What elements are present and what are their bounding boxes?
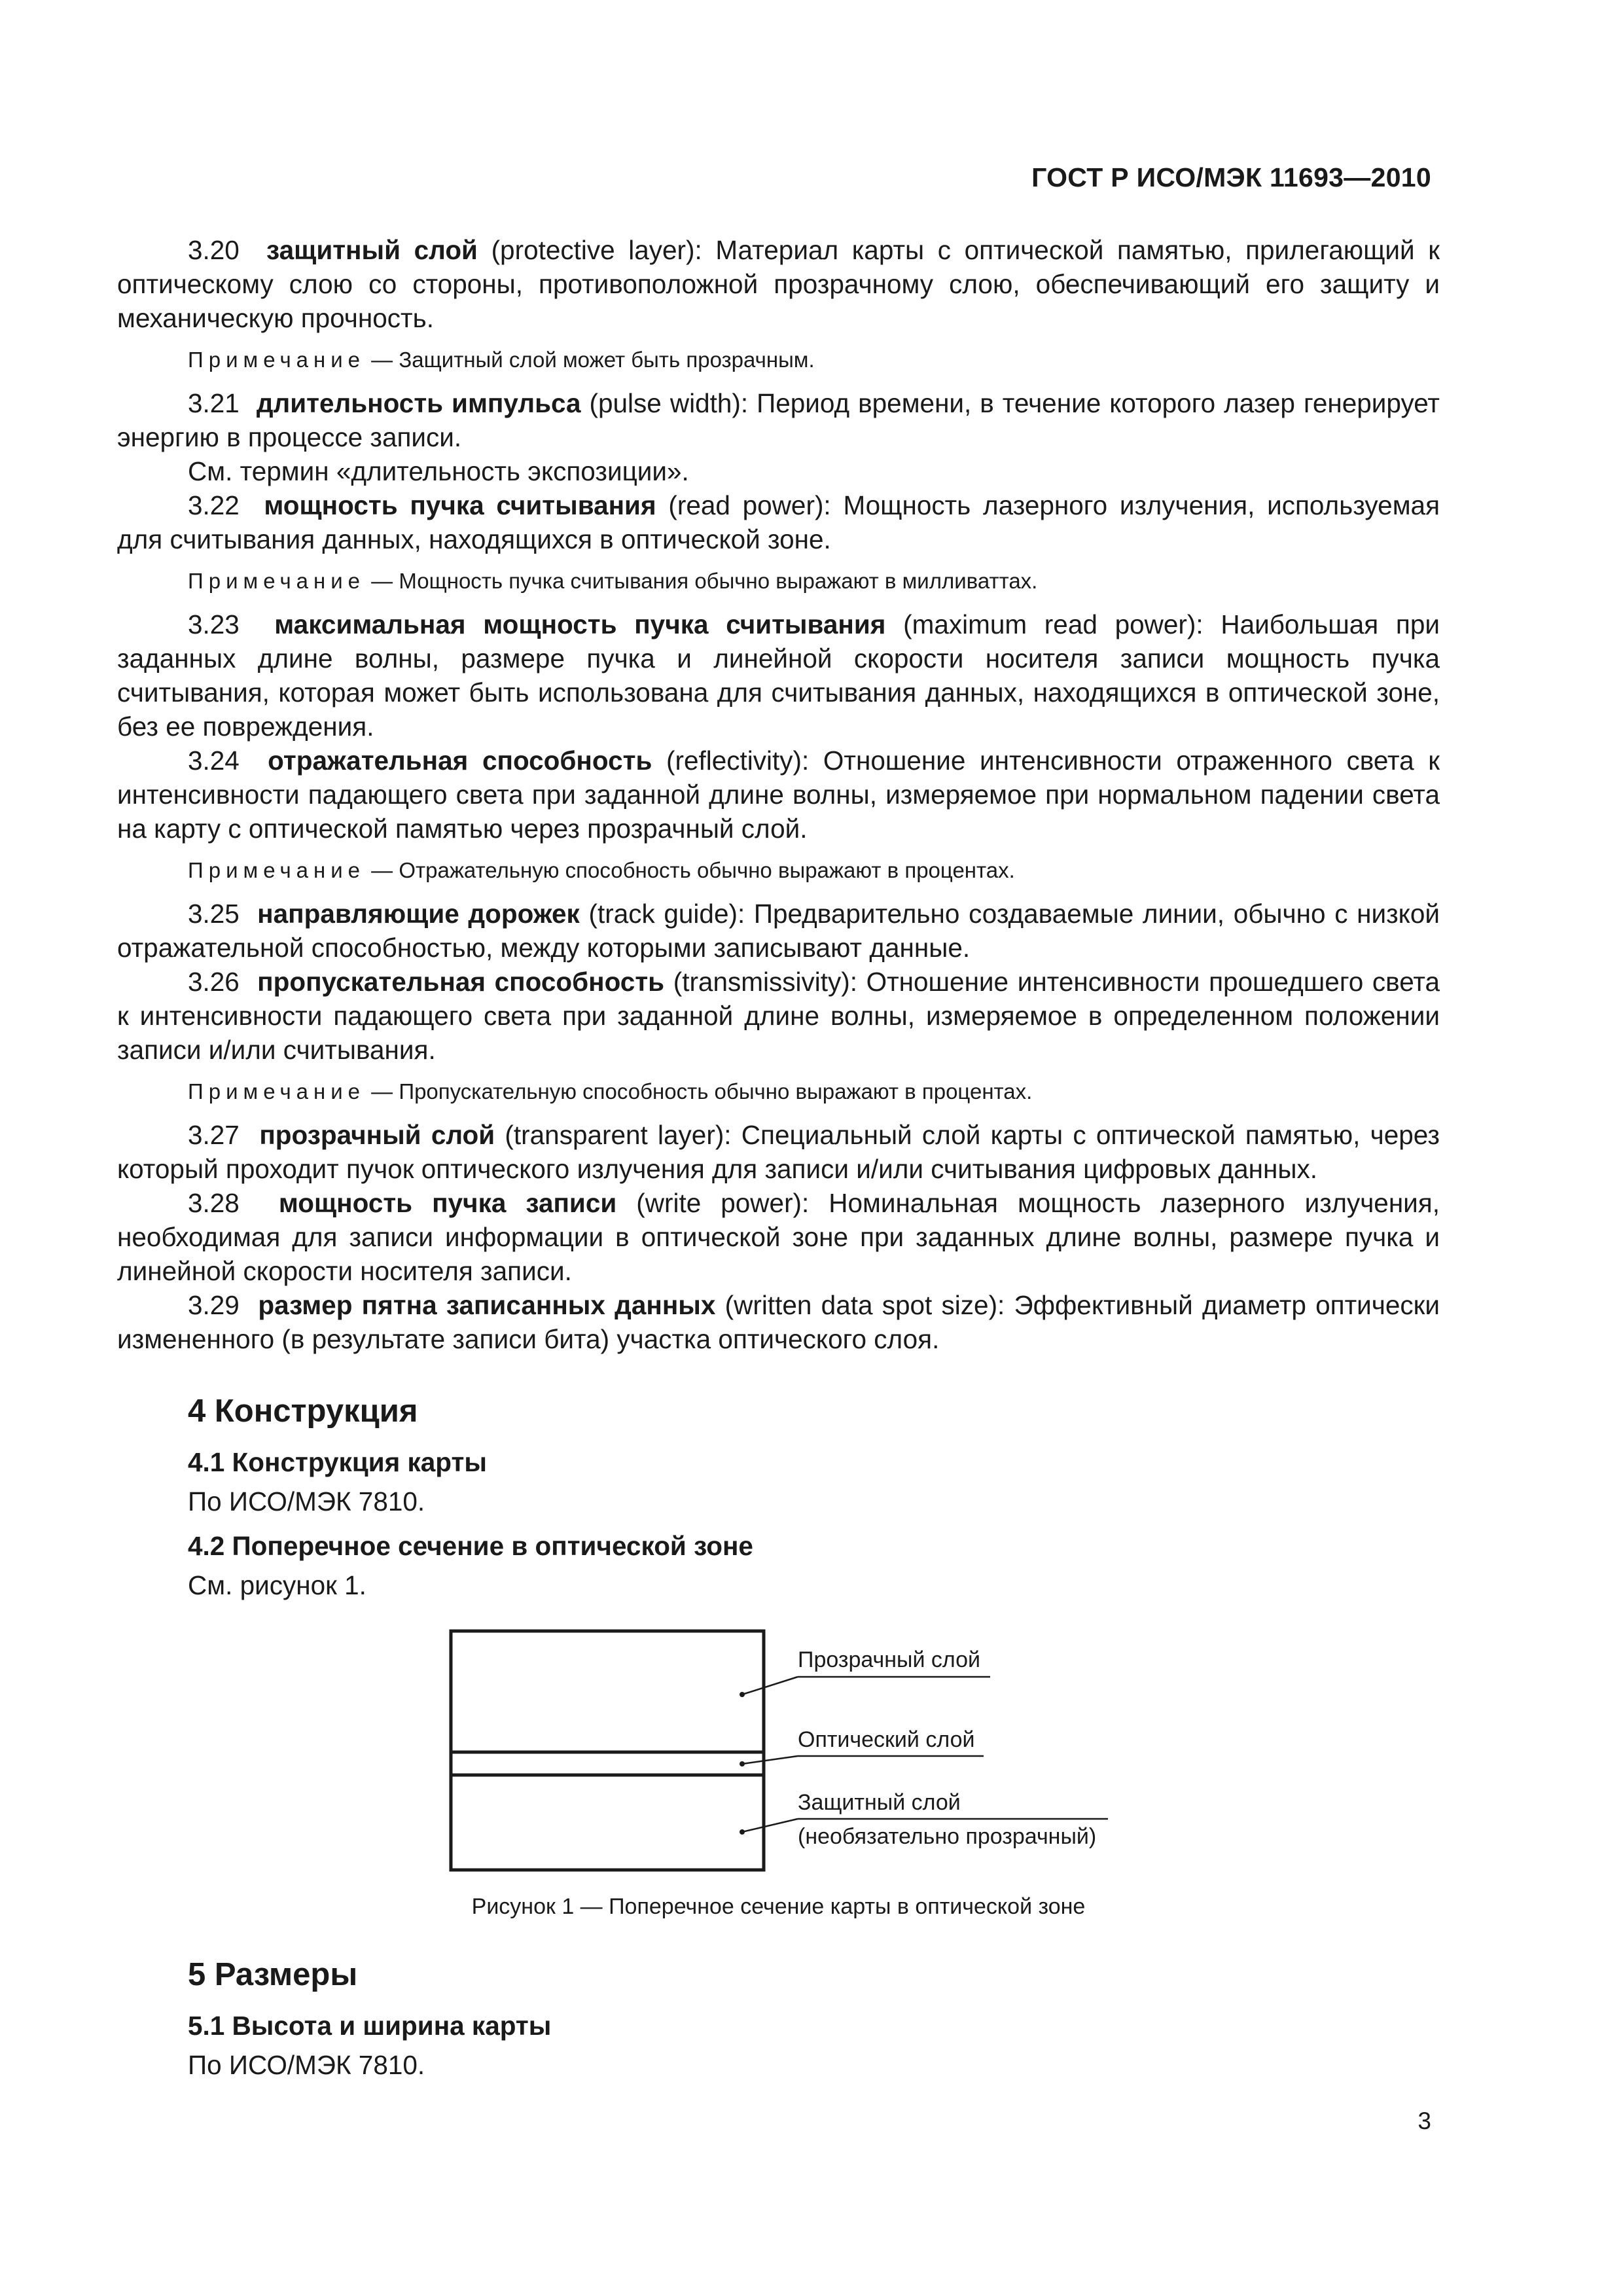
term-definition: (transparent layer): Специальный слой карты с оптической памятью, через который проходит пучок оптического излучения для записи и/или считывания цифровых данных.	[117, 1120, 1440, 1184]
label-protective-layer: Защитный слой	[798, 1790, 961, 1815]
term-number: 3.29	[188, 1290, 240, 1320]
term-number: 3.27	[188, 1120, 240, 1150]
term-name: направляющие дорожек	[257, 899, 580, 929]
term-3-24	[117, 744, 1440, 846]
note-text: — Пропускательную способность обычно выражают в процентах.	[365, 1079, 1033, 1103]
note-label: Примечание	[188, 348, 366, 372]
term-number: 3.21	[188, 388, 240, 418]
page-number: 3	[1418, 2108, 1431, 2134]
term-3-25	[117, 897, 1440, 965]
term-3-23	[117, 607, 1440, 744]
note-label: Примечание	[188, 858, 366, 882]
term-name: защитный слой	[266, 235, 478, 265]
term-3-22	[117, 488, 1440, 556]
term-number: 3.25	[188, 899, 240, 929]
term-number: 3.20	[188, 235, 240, 265]
term-name: размер пятна записанных данных	[258, 1290, 716, 1320]
term-definition: (write power): Номинальная мощность лазерного излучения, необходимая для записи информации в оптической зоне при заданных длине волны, размере пучка и линейной скорости носителя записи.	[117, 1188, 1440, 1286]
label-transparent-layer: Прозрачный слой	[798, 1647, 981, 1672]
term-definition: (track guide): Предварительно создаваемые линии, обычно с низкой отражательной способностью, между которыми записывают данные.	[117, 899, 1440, 963]
see-term-reference: См. термин «длительность экспозиции».	[188, 456, 689, 486]
term-definition: (reflectivity): Отношение интенсивности отраженного света к интенсивности падающего света при заданной длине волны, измеряемое при нормальном падении света на карту с оптической памятью через прозрачный слой.	[117, 745, 1440, 844]
figure-1	[117, 1615, 1440, 1877]
subsection-5-1-title: 5.1 Высота и ширина карты	[188, 2011, 552, 2041]
term-number: 3.23	[188, 609, 240, 639]
leader-line-protective	[742, 1819, 798, 1832]
term-name: максимальная мощность пучка считывания	[274, 609, 886, 639]
term-name: длительность импульса	[256, 388, 581, 418]
label-optical-layer: Оптический слой	[798, 1727, 975, 1752]
note-text: — Мощность пучка считывания обычно выражают в милливаттах.	[365, 569, 1038, 593]
term-definition: (written data spot size): Эффективный диаметр оптически измененного (в результате записи бита) участка оптического слоя.	[117, 1290, 1440, 1354]
note-3-26	[117, 1077, 1440, 1106]
term-definition: (maximum read power): Наибольшая при заданных длине волны, размере пучка и линейной скорости носителя записи мощность пучка считывания, которая может быть использована для считывания данных, находящихся в оптической зоне, без ее повреждения.	[117, 609, 1440, 742]
term-3-28	[117, 1186, 1440, 1288]
note-3-24	[117, 856, 1440, 885]
term-name: мощность пучка считывания	[264, 490, 656, 520]
term-definition: (read power): Мощность лазерного излучения, используемая для считывания данных, находящихся в оптической зоне.	[117, 490, 1440, 554]
subsection-4-2-text: См. рисунок 1.	[188, 1570, 366, 1600]
leader-line-optical	[742, 1756, 798, 1764]
figure-caption: Рисунок 1 — Поперечное сечение карты в оптической зоне	[471, 1894, 1086, 1919]
term-definition: (pulse width): Период времени, в течение которого лазер генерирует энергию в процессе записи.	[117, 388, 1440, 452]
section-5-title: 5 Размеры	[188, 1957, 358, 1992]
term-number: 3.22	[188, 490, 240, 520]
label-protective-layer-note: (необязательно прозрачный)	[798, 1824, 1097, 1849]
cross-section-diagram	[117, 1615, 1440, 1877]
note-3-22	[117, 567, 1440, 596]
term-name: отражательная способность	[268, 745, 652, 776]
document-header: ГОСТ Р ИСО/МЭК 11693—2010	[1031, 162, 1431, 192]
page-content	[117, 233, 1440, 2082]
term-3-21	[117, 386, 1440, 454]
note-text: — Защитный слой может быть прозрачным.	[365, 348, 815, 372]
note-text: — Отражательную способность обычно выражают в процентах.	[365, 858, 1015, 882]
subsection-5-1-text: По ИСО/МЭК 7810.	[188, 2050, 425, 2080]
subsection-4-1-title: 4.1 Конструкция карты	[188, 1447, 487, 1477]
term-definition: (transmissivity): Отношение интенсивности прошедшего света к интенсивности падающего света при заданной длине волны, измеряемое в определенном положении записи и/или считывания.	[117, 967, 1440, 1065]
term-number: 3.24	[188, 745, 240, 776]
term-name: прозрачный слой	[259, 1120, 495, 1150]
term-number: 3.28	[188, 1188, 240, 1218]
term-name: пропускательная способность	[257, 967, 665, 997]
term-3-27	[117, 1118, 1440, 1186]
subsection-4-1-text: По ИСО/МЭК 7810.	[188, 1486, 425, 1516]
subsection-4-2-title: 4.2 Поперечное сечение в оптической зоне	[188, 1531, 753, 1561]
section-4-title: 4 Конструкция	[188, 1393, 418, 1429]
note-label: Примечание	[188, 569, 366, 593]
term-3-29	[117, 1288, 1440, 1356]
term-definition: (protective layer): Материал карты с оптической памятью, прилегающий к оптическому слою со стороны, противоположной прозрачному слою, обеспечивающий его защиту и механическую прочность.	[117, 235, 1440, 333]
term-number: 3.26	[188, 967, 240, 997]
term-name: мощность пучка записи	[278, 1188, 617, 1218]
leader-line-transparent	[742, 1677, 798, 1695]
note-3-20	[117, 346, 1440, 374]
note-label: Примечание	[188, 1079, 366, 1103]
term-3-26	[117, 965, 1440, 1067]
term-3-20	[117, 233, 1440, 335]
